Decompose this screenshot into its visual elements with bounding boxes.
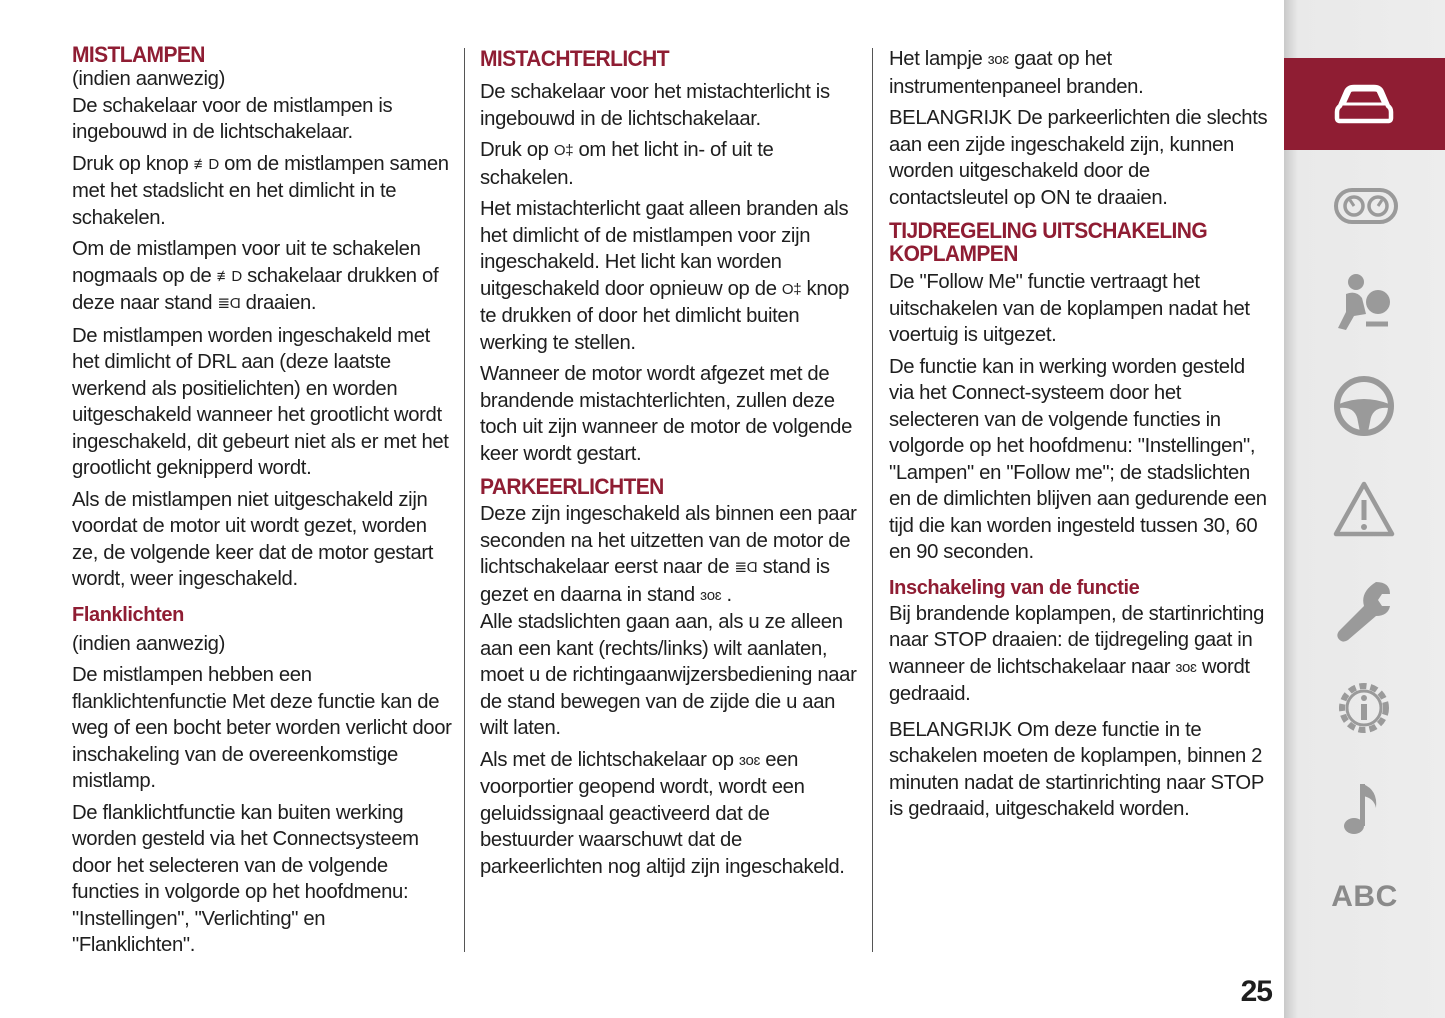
paragraph: De "Follow Me" functie vertraagt het uitschakelen van de koplampen nadat het voertuig is uitgezet. bbox=[889, 271, 1250, 346]
sidebar-item-safety[interactable] bbox=[1284, 256, 1445, 348]
sidebar-item-warnings[interactable] bbox=[1284, 462, 1445, 554]
paragraph: Deze zijn ingeschakeld als binnen een paar seconden na het uitzetten van de motor de lichtschakelaar eerst naar de ≣Ɑ stand is gezet en daarna in stand ɜoɛ . bbox=[480, 501, 860, 609]
paragraph: Druk op O‡ om het licht in- of uit te schakelen. bbox=[480, 139, 774, 189]
rear-fog-light-icon: O‡ bbox=[781, 280, 802, 298]
column-divider bbox=[464, 48, 465, 952]
parking-light-icon: ɜoɛ bbox=[1175, 658, 1197, 676]
sidebar-item-maintenance[interactable] bbox=[1284, 560, 1445, 652]
light-switch-icon: ≣Ɑ bbox=[734, 559, 758, 576]
heading-tijdregeling: TIJDREGELING UITSCHAKELING KOPLAMPEN bbox=[889, 218, 1208, 267]
heading-parkeerlichten: PARKEERLICHTEN bbox=[480, 474, 664, 500]
paragraph: Bij brandende koplampen, de startinrichting naar STOP draaien: de tijdregeling gaat in wanneer de lichtschakelaar naar ɜoɛ wordt gedraaid. bbox=[889, 602, 1265, 705]
column-divider bbox=[872, 48, 873, 952]
paragraph: Als met de lichtschakelaar op ɜoɛ een voorportier geopend wordt, wordt een geluidssignaal geactiveerd dat de bestuurder waarschuwt dat de parkeerlichten nog altijd zijn ingeschakeld. bbox=[480, 748, 845, 878]
paragraph: Wanneer de motor wordt afgezet met de brandende mistachterlichten, zullen deze toch uit zijn wanneer de motor de volgende keer wordt gestart. bbox=[480, 363, 853, 465]
paragraph: Als de mistlampen niet uitgeschakeld zijn voordat de motor uit wordt gezet, worden ze, de volgende keer dat de motor gestart wordt, weer ingeschakeld. bbox=[72, 488, 434, 590]
paragraph: De mistlampen worden ingeschakeld met het dimlicht of DRL aan (deze laatste werkend als positielichten) en worden uitgeschakeld wanneer het grootlicht wordt ingeschakeld, dit gebeurt niet als er met het grootlicht geknipperd wordt. bbox=[72, 324, 449, 479]
paragraph: BELANGRIJK De parkeerlichten die slechts aan een zijde ingeschakeld zijn, kunnen worden uitgeschakeld door de contactsleutel op ON te draaien. bbox=[889, 107, 1268, 209]
paragraph: Druk op knop ≢D om de mistlampen samen met het stadslicht en het dimlicht in te schakelen. bbox=[72, 152, 449, 229]
paragraph: De schakelaar voor het mistachterlicht is ingebouwd in de lichtschakelaar. bbox=[480, 81, 830, 130]
warning-icon bbox=[1332, 478, 1396, 542]
chapter-sidebar bbox=[1284, 0, 1445, 1018]
fog-light-front-icon: ≢D bbox=[216, 267, 242, 285]
paragraph: (indien aanwezig) bbox=[72, 632, 226, 655]
dashboard-icon bbox=[1332, 176, 1400, 232]
info-gear-icon bbox=[1332, 676, 1396, 740]
heading-mistlampen: MISTLAMPEN bbox=[72, 42, 205, 68]
parking-light-icon: ɜoɛ bbox=[738, 751, 760, 769]
sidebar-item-dashboard[interactable] bbox=[1284, 160, 1445, 252]
parking-light-icon: ɜoɛ bbox=[987, 51, 1009, 68]
paragraph: De flanklichtfunctie kan buiten werking worden gesteld via het Connectsysteem door het selecteren van de volgende functies in volgorde op het hoofdmenu: "Instellingen", "Verlichting" en "Flanklichten". bbox=[72, 801, 419, 956]
fog-light-front-icon: ≢D bbox=[193, 155, 219, 173]
music-note-icon bbox=[1332, 778, 1396, 842]
heading-flanklichten: Flanklichten bbox=[72, 603, 184, 626]
paragraph: Alle stadslichten gaan aan, als u ze alleen aan een kant (rechts/links) wilt aanlaten, moet u de richtingaanwijzersbediening naar de stand bewegen van de zijde die u aan wilt laten. bbox=[480, 611, 857, 739]
column-right bbox=[889, 46, 1269, 823]
parking-light-icon: ɜoɛ bbox=[700, 586, 722, 604]
paragraph: De mistlampen hebben een flanklichtenfunctie Met deze functie kan de weg of een bocht beter worden verlicht door inschakeling van de overeenkomstige mistlamp. bbox=[72, 664, 452, 792]
rear-fog-light-icon: O‡ bbox=[553, 142, 574, 159]
sidebar-item-technical-data[interactable] bbox=[1284, 660, 1445, 752]
page-number: 25 bbox=[1240, 975, 1272, 1008]
heading-mistachterlicht: MISTACHTERLICHT bbox=[480, 46, 669, 72]
light-switch-icon: ≣Ɑ bbox=[217, 295, 241, 312]
paragraph: Het lampje ɜoɛ gaat op het instrumentenpaneel branden. bbox=[889, 48, 1144, 98]
paragraph: De functie kan in werking worden gesteld via het Connect-systeem door het selecteren van de volgende functies in volgorde op het hoofdmenu: "Instellingen", "Lampen" en "Follow me"; de stadslichten en de dimlichten blijven aan gedurende een tijd die kan worden ingesteld tussen 30, 60 en 90 seconden. bbox=[889, 355, 1267, 563]
wrench-icon bbox=[1332, 576, 1396, 648]
sidebar-item-car[interactable] bbox=[1284, 58, 1445, 150]
airbag-icon bbox=[1332, 272, 1396, 336]
sidebar-item-multimedia[interactable] bbox=[1284, 762, 1445, 854]
paragraph: (indien aanwezig) bbox=[72, 68, 226, 90]
car-icon bbox=[1332, 74, 1396, 130]
paragraph: BELANGRIJK Om deze functie in te schakelen moeten de koplampen, binnen 2 minuten nadat de startinrichting naar STOP is gedraaid, uitgeschakeld worden. bbox=[889, 718, 1264, 820]
steering-wheel-icon bbox=[1332, 374, 1396, 438]
paragraph: Om de mistlampen voor uit te schakelen nogmaals op de ≢D schakelaar drukken of deze naar stand ≣Ɑ draaien. bbox=[72, 236, 452, 318]
column-middle bbox=[480, 48, 860, 880]
sidebar-item-index[interactable]: ABC bbox=[1331, 880, 1398, 913]
paragraph: De schakelaar voor de mistlampen is ingebouwd in de lichtschakelaar. bbox=[72, 94, 393, 143]
column-left bbox=[72, 44, 452, 959]
sidebar-item-driving[interactable] bbox=[1284, 358, 1445, 450]
paragraph: Het mistachterlicht gaat alleen branden als het dimlicht of de mistlampen voor zijn ingeschakeld. Het licht kan worden uitgeschakeld door opnieuw op de O‡ knop te drukken of door het dimlicht buiten werking te stellen. bbox=[480, 198, 850, 354]
heading-inschakeling: Inschakeling van de functie bbox=[889, 576, 1140, 599]
